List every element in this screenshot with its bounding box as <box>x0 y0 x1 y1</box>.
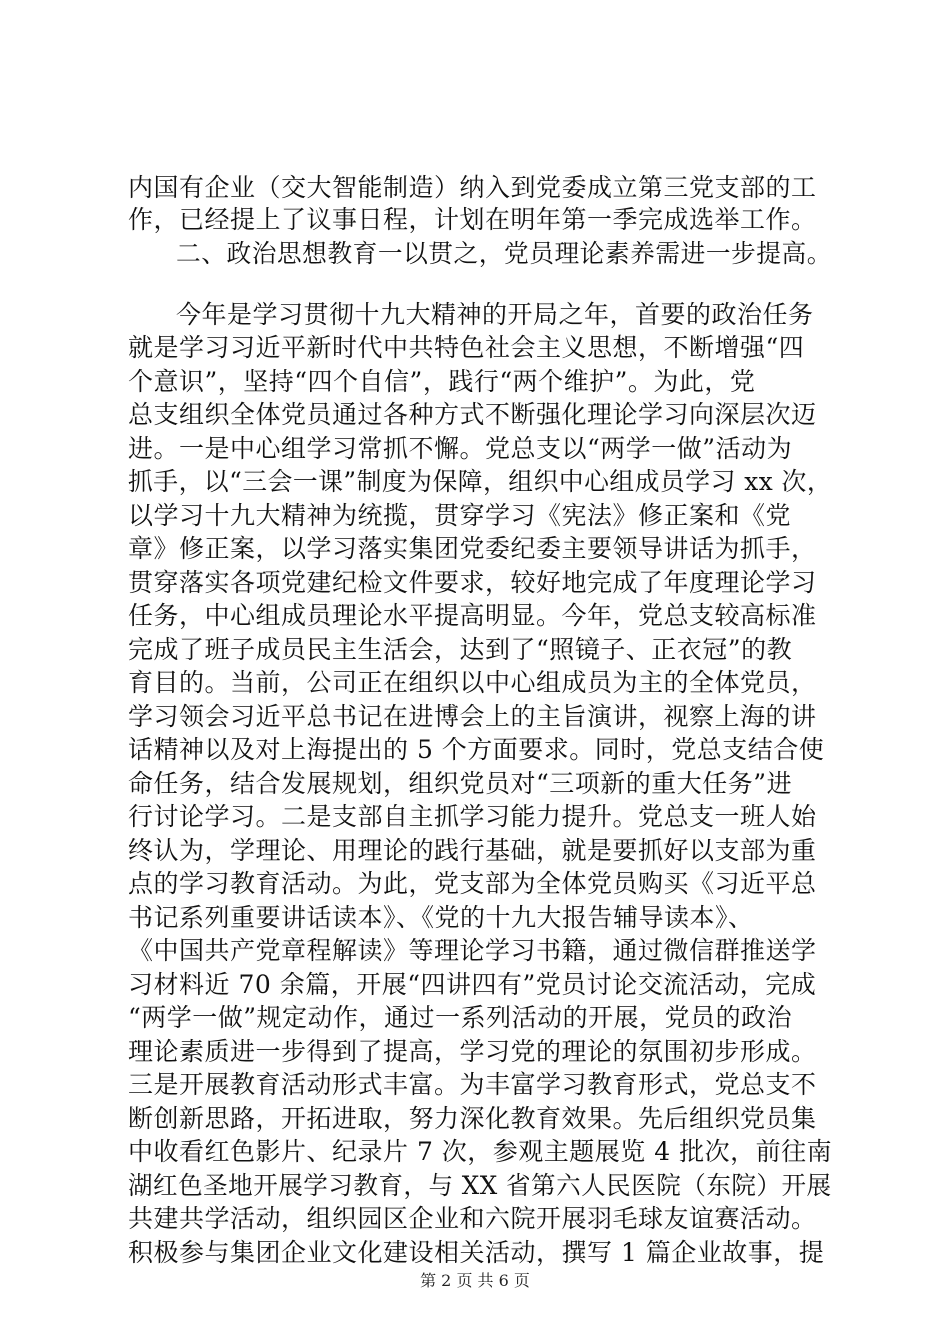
text-line: 任务，中心组成员理论水平提高明显。今年，党总支较高标准 <box>128 601 817 630</box>
text-line: 进。一是中心组学习常抓不懈。党总支以“两学一做”活动为 <box>128 434 793 463</box>
text-line: 学习领会习近平总书记在进博会上的主旨演讲，视察上海的讲 <box>128 702 817 731</box>
text-line: 湖红色圣地开展学习教育，与 XX 省第六人民医院（东院）开展 <box>128 1171 832 1200</box>
text-line: 共建共学活动，组织园区企业和六院开展羽毛球友谊赛活动。 <box>128 1204 817 1233</box>
text-line: 书记系列重要讲话读本》、《党的十九大报告辅导读本》、 <box>128 903 754 932</box>
text-line: 完成了班子成员民主生活会，达到了“照镜子、正衣冠”的教 <box>128 635 793 664</box>
text-line: 断创新思路，开拓进取，努力深化教育效果。先后组织党员集 <box>128 1104 817 1133</box>
text-line: 习材料近 70 余篇，开展“四讲四有”党员讨论交流活动，完成 <box>128 970 817 999</box>
page-number-footer: 第 2 页 共 6 页 <box>420 1271 530 1290</box>
text-line: 作，已经提上了议事日程，计划在明年第一季完成选举工作。 <box>128 205 817 234</box>
text-line: 点的学习教育活动。为此，党支部为全体党员购买《习近平总 <box>128 869 817 898</box>
text-line: 终认为，学理论、用理论的践行基础，就是要抓好以支部为重 <box>128 836 817 865</box>
text-line: 行讨论学习。二是支部自主抓学习能力提升。党总支一班人始 <box>128 802 817 831</box>
text-line: 命任务，结合发展规划，组织党员对“三项新的重大任务”进 <box>128 769 793 798</box>
text-line: 个意识”，坚持“四个自信”，践行“两个维护”。为此，党 <box>128 367 756 396</box>
text-line: 话精神以及对上海提出的 5 个方面要求。同时，党总支结合使 <box>128 735 825 764</box>
text-line: 内国有企业（交大智能制造）纳入到党委成立第三党支部的工 <box>128 173 817 202</box>
text-line: 理论素质进一步得到了提高，学习党的理论的氛围初步形成。 <box>128 1037 817 1066</box>
text-line: 三是开展教育活动形式丰富。为丰富学习教育形式，党总支不 <box>128 1070 817 1099</box>
text-line: 中收看红色影片、纪录片 7 次，参观主题展览 4 批次，前往南 <box>128 1137 833 1166</box>
text-line: “两学一做”规定动作，通过一系列活动的开展，党员的政治 <box>128 1003 793 1032</box>
text-line: 贯穿落实各项党建纪检文件要求，较好地完成了年度理论学习 <box>128 568 817 597</box>
text-line: 《中国共产党章程解读》等理论学习书籍，通过微信群推送学 <box>128 936 817 965</box>
text-line: 以学习十九大精神为统揽，贯穿学习《宪法》修正案和《党 <box>128 501 792 530</box>
text-line: 抓手，以“三会一课”制度为保障，组织中心组成员学习 xx 次， <box>128 467 833 496</box>
text-line: 积极参与集团企业文化建设相关活动，撰写 1 篇企业故事，提 <box>128 1238 825 1267</box>
text-line: 总支组织全体党员通过各种方式不断强化理论学习向深层次迈 <box>128 400 817 429</box>
text-line: 就是学习习近平新时代中共特色社会主义思想，不断增强“四 <box>128 333 805 362</box>
text-line: 章》修正案，以学习落实集团党委纪委主要领导讲话为抓手， <box>128 534 817 563</box>
text-line: 育目的。当前，公司正在组织以中心组成员为主的全体党员， <box>128 668 817 697</box>
section-heading: 二、政治思想教育一以贯之，党员理论素养需进一步提高。 <box>176 239 832 268</box>
paragraph-first-line: 今年是学习贯彻十九大精神的开局之年，首要的政治任务 <box>176 300 814 329</box>
